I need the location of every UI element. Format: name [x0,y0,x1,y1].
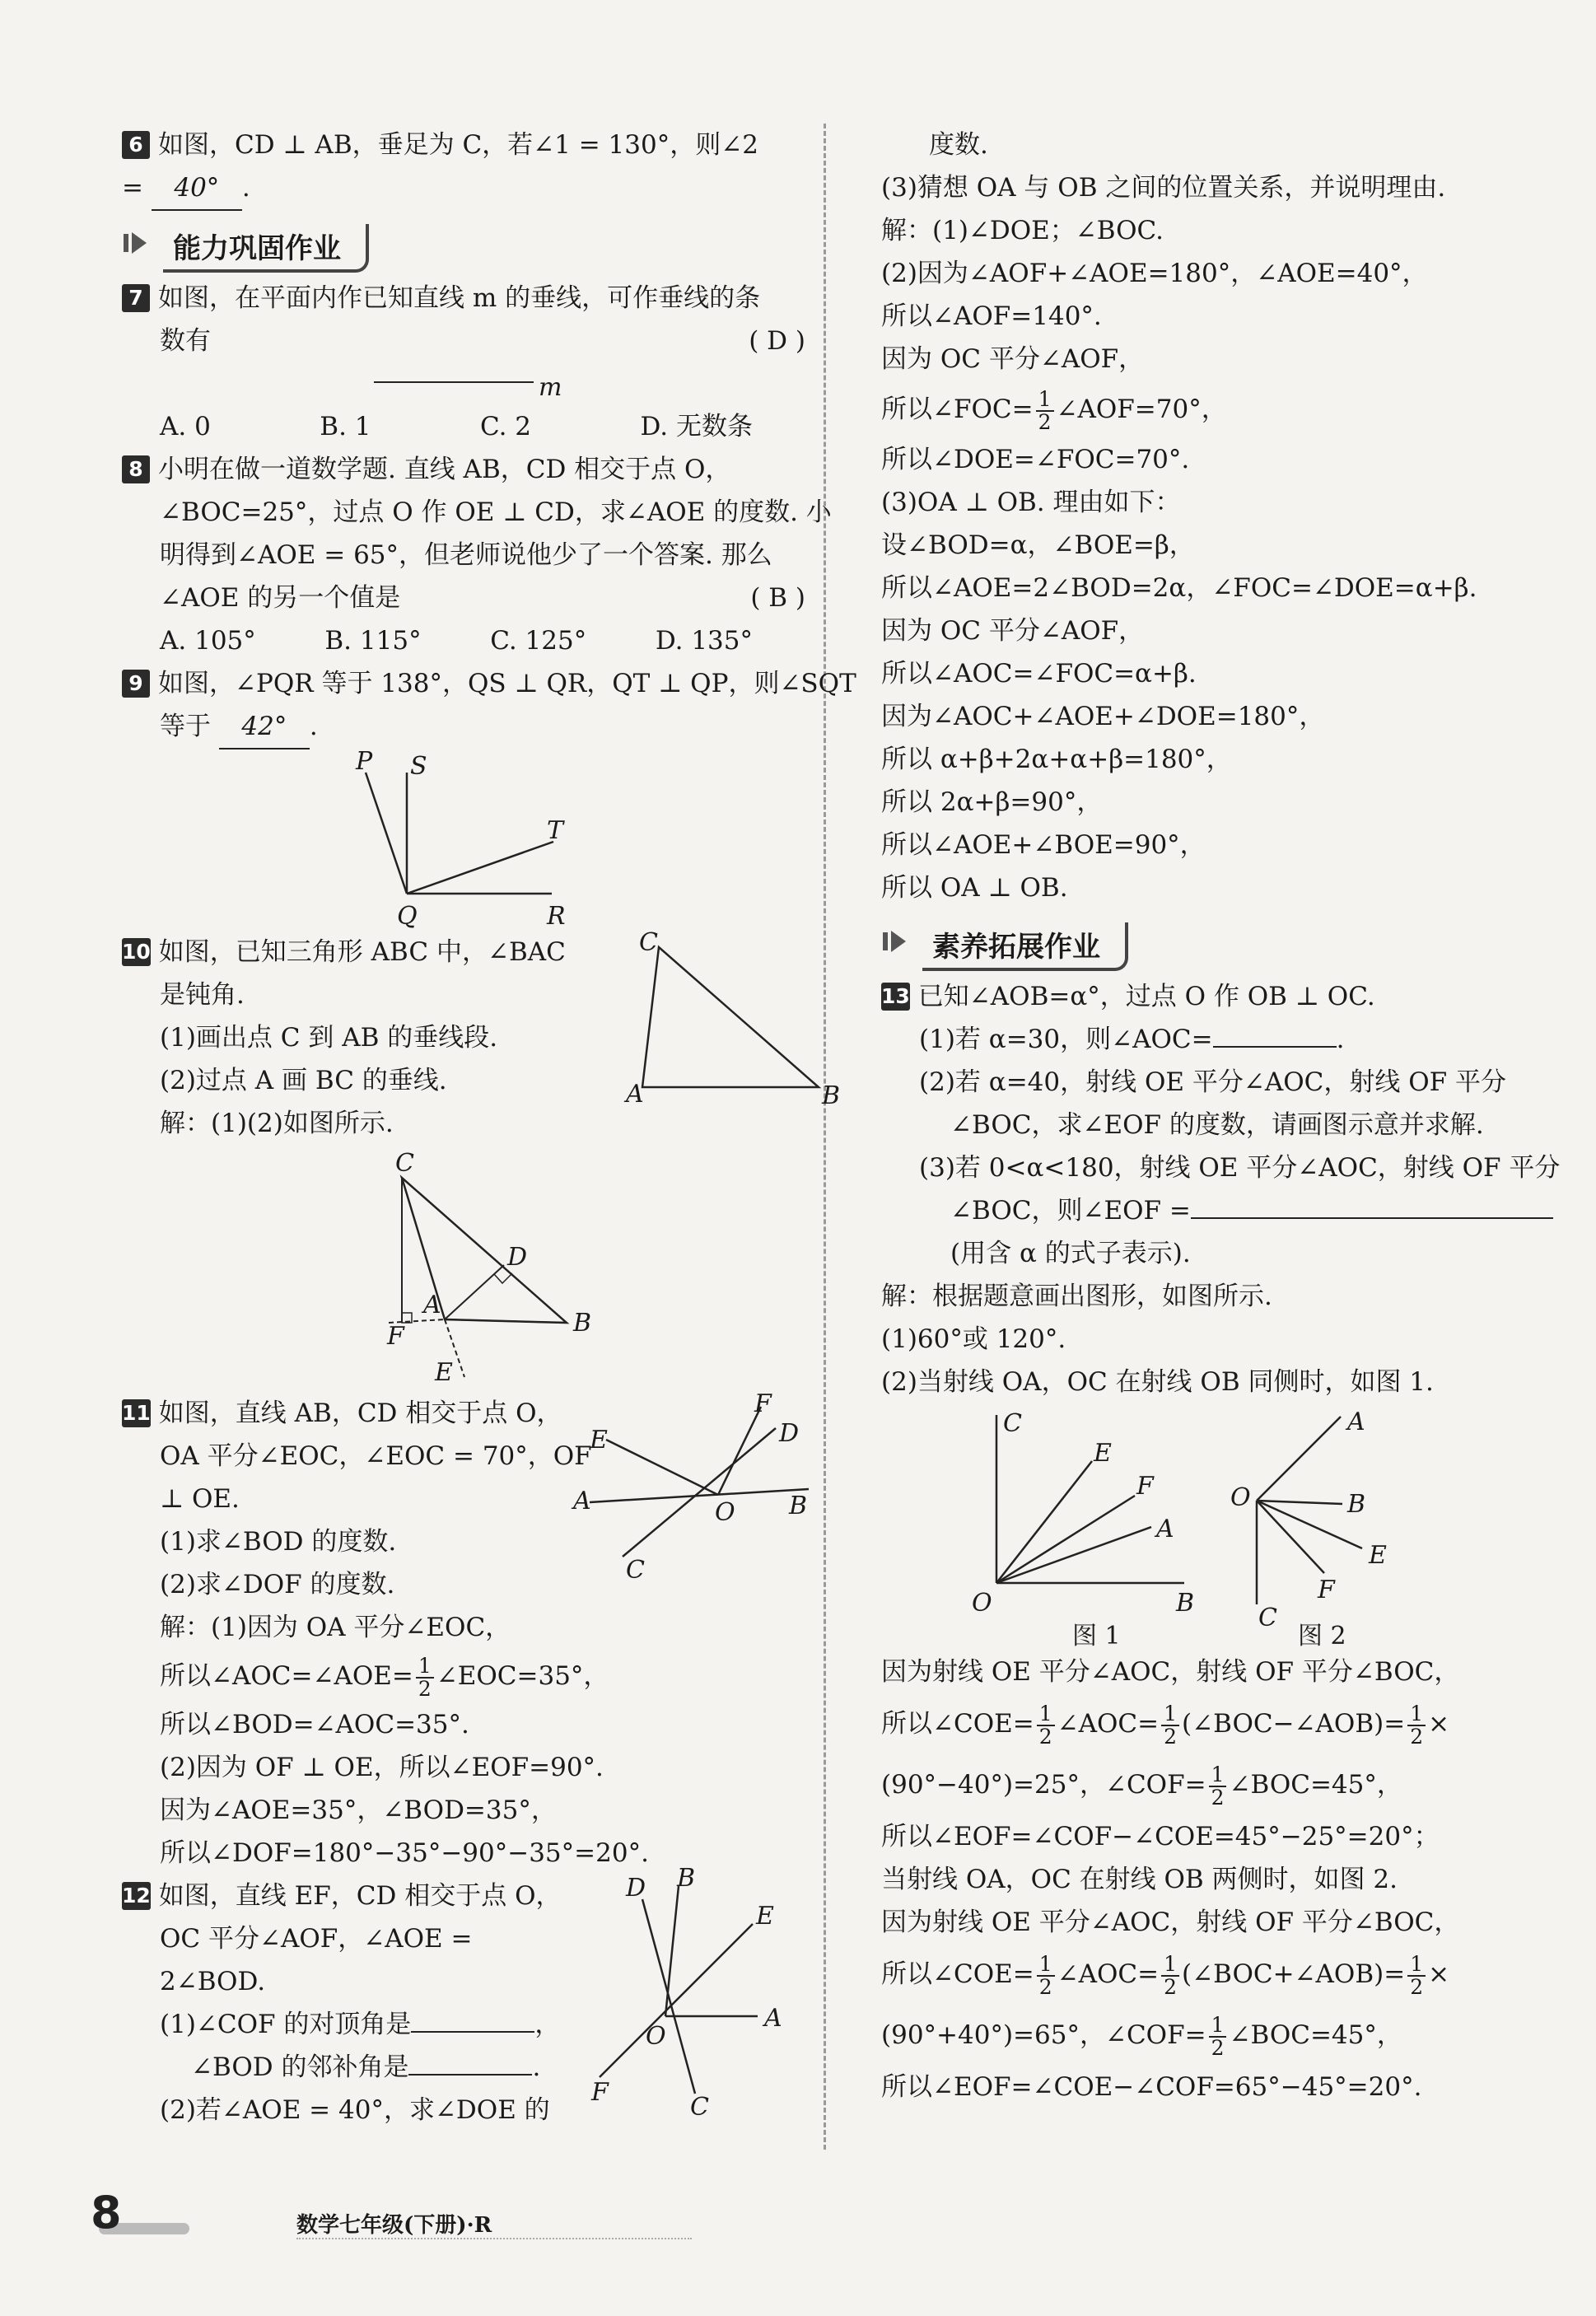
period: . [241,173,250,203]
solution-text: 所以∠BOD=∠AOC=35°. [160,1710,469,1739]
arrow-icon [881,926,914,957]
solution-fraction-line [881,1693,1540,1754]
question-number: 8 [122,455,150,483]
column-divider [824,124,826,2150]
solution-text: 因为∠AOE=35°，∠BOD=35°， [160,1795,557,1825]
solution-fraction-line [881,381,1540,438]
solution-text: 所以∠AOF=140°. [881,301,1102,331]
numerator: 1 [1407,1954,1426,1977]
point-label: E [590,1426,608,1455]
section-title: 素养拓展作业 [922,922,1128,971]
point-label: A [626,1080,644,1109]
fraction-half [1037,1703,1055,1748]
solution-text: (∠BOC−∠AOB)= [1182,1709,1406,1739]
question-6-answer-line [122,166,805,211]
question-text: OC 平分∠AOF，∠AOE = [160,1924,473,1954]
question-text: 如图，∠PQR 等于 138°，QS ⊥ QR，QT ⊥ QP，则∠SQT [158,669,856,698]
fraction-half [416,1655,434,1700]
answer-choice: ( B ) [750,583,805,613]
denominator: 2 [1211,2035,1225,2060]
question-7 [122,277,805,320]
question-number: 13 [881,983,910,1011]
question-8-options [122,619,753,662]
point-label: B [1347,1490,1366,1519]
question-number: 10 [122,938,151,966]
question-text: ∠BOD 的邻补角是 [191,2052,409,2082]
question-text: (1)若 α=30，则∠AOC= [919,1025,1213,1054]
question-text: (2)若 α=40，射线 OE 平分∠AOC，射线 OF 平分 [919,1067,1506,1097]
denominator: 2 [1410,1724,1424,1749]
point-label: R [547,902,566,931]
point-label: F [1318,1576,1335,1604]
solution-text: 当射线 OA，OC 在射线 OB 两侧时，如图 2. [881,1865,1398,1894]
figure-2 [1230,1408,1387,1651]
solution-text: 所以∠AOC=∠AOE= [160,1661,413,1691]
point-label: O [1230,1483,1251,1512]
point-label: E [435,1358,453,1387]
solution-text: 解：(1)∠DOE；∠BOC. [881,216,1164,245]
solution-text: 所以 OA ⊥ OB. [881,873,1068,903]
figure-caption: 图 2 [1298,1622,1346,1651]
solution-text: 设∠BOD=α，∠BOE=β， [881,530,1195,560]
denominator: 2 [418,1676,432,1701]
solution-text: ∠EOC=35°， [436,1661,609,1691]
fraction-half [1209,1764,1227,1809]
figures-1-2 [881,1403,1540,1651]
question-13-part3 [881,1189,1540,1232]
period: . [309,712,318,741]
answer-blank: 40° [152,166,242,211]
question-8-line2 [122,491,832,534]
solution-text: ∠AOC= [1057,1959,1160,1989]
solution-text: × [1428,1959,1450,1989]
point-label: T [547,816,564,845]
solution-fraction-line [122,1649,805,1703]
period: . [532,2052,541,2082]
solution-text: ∠BOC=45°， [1229,1770,1402,1800]
solution-fraction-line [881,2005,1540,2066]
point-label: F [591,2078,609,2107]
question-text: ∠AOE 的另一个值是 [160,583,401,613]
fraction-half [1161,1951,1179,1999]
question-text: 如图，已知三角形 ABC 中，∠BAC [158,937,566,967]
question-8 [122,448,805,491]
denominator: 2 [1164,1724,1178,1749]
section-header-ability [122,219,805,268]
answer-blank [411,2031,534,2033]
fraction-half [1407,1951,1426,1999]
fraction-half [1407,1703,1426,1748]
question-text: ∠BOC，则∠EOF = [950,1196,1191,1226]
period: . [1336,1025,1345,1054]
question-text: 如图，直线 EF，CD 相交于点 O， [158,1881,562,1911]
solution-text: 所以∠DOF=180°−35°−90°−35°=20°. [160,1838,649,1868]
solution-text: 解：(1)因为 OA 平分∠EOC， [160,1613,511,1642]
question-number: 7 [122,284,150,312]
solution-text: (2)当射线 OA，OC 在射线 OB 同侧时，如图 1. [881,1367,1434,1397]
question-13 [881,975,1540,1018]
question-text: 是钝角. [160,980,245,1010]
solution-text: × [1428,1709,1450,1739]
point-label: P [356,747,373,776]
solution-text: (90°+40°)=65°，∠COF= [881,2020,1206,2050]
question-text: ∠BOC，求∠EOF 的度数，请画图示意并求解. [950,1110,1484,1140]
option-b: B. 1 [320,412,371,441]
question-text: (2)若∠AOE = 40°，求∠DOE 的 [160,2095,550,2125]
fraction-half [1037,1951,1055,1999]
question-text: 如图，直线 AB，CD 相交于点 O， [158,1398,562,1428]
point-label: C [1258,1604,1277,1632]
angle-bisector-diagram [567,1864,814,2122]
question-text: 2∠BOD. [160,1967,266,1996]
question-text: 明得到∠AOE = 65°，但老师说他少了一个答案. 那么 [160,540,772,570]
point-label: B [1176,1589,1195,1618]
numerator: 1 [1407,1703,1426,1726]
question-12-block [122,1864,805,2125]
solution-text: 所以∠COE= [881,1959,1034,1989]
solution-text: 所以∠EOF=∠COF−∠COE=45°−25°=20°； [881,1822,1440,1851]
question-11-block [122,1389,808,1606]
answer-blank [1213,1046,1337,1048]
point-label: D [507,1243,528,1272]
numerator: 1 [1036,389,1054,412]
solution-text: 所以∠AOE+∠BOE=90°， [881,830,1206,860]
solution-text: 所以 α+β+2α+α+β=180°， [881,745,1232,774]
answer-choice: ( D ) [749,326,805,356]
left-column [122,124,856,2125]
solution-fraction-line [881,1754,1540,1815]
line-label: m [539,373,562,402]
denominator: 2 [1410,1974,1424,1999]
section-header-extension [881,918,1540,967]
point-label: F [1136,1472,1154,1501]
arrow-icon [122,227,155,259]
solution-text: (3)OA ⊥ OB. 理由如下： [881,488,1181,517]
question-13-part1 [881,1018,1540,1061]
question-text: 等于 [160,712,211,741]
point-label: Q [397,902,418,931]
question-9 [122,662,856,705]
question-text: 度数. [929,130,988,160]
question-text: (3)猜想 OA 与 OB 之间的位置关系，并说明理由. [881,173,1446,203]
point-label: C [690,2093,709,2122]
point-label: A [423,1291,441,1319]
denominator: 2 [1038,1724,1052,1749]
point-label: C [639,928,658,957]
angle-pqr-diagram [122,749,805,931]
point-label: F [387,1322,404,1351]
point-label: S [410,752,427,781]
question-text: (2)求∠DOF 的度数. [160,1570,395,1599]
point-label: D [779,1419,800,1448]
question-text: (1)画出点 C 到 AB 的垂线段. [160,1023,498,1053]
option-a: A. 105° [160,626,256,656]
solution-text: 所以∠FOC= [881,395,1034,424]
footer-divider [296,2238,692,2239]
point-label: E [1094,1439,1112,1468]
point-label: A [573,1487,591,1515]
question-8-line3 [122,534,805,577]
point-label: A [1156,1515,1174,1543]
triangle-abc-diagram [626,928,847,1128]
point-label: C [395,1149,414,1178]
point-label: O [972,1589,992,1618]
question-text: (用含 α 的式子表示). [950,1239,1191,1268]
point-label: B [677,1864,696,1893]
page-number: 8 [91,2187,122,2239]
fraction-half [1209,2012,1227,2060]
question-text: 小明在做一道数学题. 直线 AB，CD 相交于点 O， [158,455,731,484]
question-text: ⊥ OE. [160,1484,240,1514]
question-number: 12 [122,1882,151,1910]
option-a: A. 0 [160,412,211,441]
question-text: 如图，CD ⊥ AB，垂足为 C，若∠1 = 130°，则∠2 [158,130,758,160]
answer-blank [408,2074,532,2076]
numerator: 1 [1037,1954,1055,1977]
question-7-line2 [122,320,805,362]
point-label: C [626,1556,645,1585]
denominator: 2 [1038,409,1052,434]
solution-text: 所以∠AOC=∠FOC=α+β. [881,659,1197,689]
answer-blank: 42° [219,705,310,749]
solution-text: ∠AOF=70°， [1056,395,1227,424]
solution-text: (∠BOC+∠AOB)= [1182,1959,1406,1989]
point-label: D [626,1874,646,1903]
point-label: O [715,1498,735,1527]
figure-1 [972,1409,1194,1651]
point-label: E [1369,1541,1387,1570]
question-8-line4 [122,577,805,619]
solution-text: 因为射线 OE 平分∠AOC，射线 OF 平分∠BOC， [881,1657,1460,1687]
line-m-diagram [122,362,805,405]
question-number: 9 [122,670,150,698]
figure-caption: 图 1 [1072,1622,1121,1651]
numerator: 1 [1209,2015,1227,2038]
denominator: 2 [1211,1785,1225,1809]
denominator: 2 [1038,1974,1052,1999]
question-text: (3)若 0<α<180，射线 OE 平分∠AOC，射线 OF 平分 [919,1153,1561,1183]
solution-text: 因为∠AOC+∠AOE+∠DOE=180°， [881,702,1325,731]
line-m-figure [122,362,805,405]
solution-text: 所以∠EOF=∠COE−∠COF=65°−45°=20°. [881,2072,1422,2102]
solution-text: (1)60°或 120°. [881,1324,1066,1354]
right-column [881,124,1561,2108]
solution-text: 所以∠DOE=∠FOC=70°. [881,445,1190,474]
question-number: 6 [122,131,150,159]
triangle-perpendiculars-diagram [122,1145,805,1392]
point-label: O [646,2022,666,2051]
question-text: (1)∠COF 的对顶角是 [160,2010,412,2039]
solution-text: 解：根据题意画出图形，如图所示. [881,1282,1272,1311]
intersecting-lines-diagram [573,1389,820,1590]
numerator: 1 [1037,1703,1055,1726]
question-text: 如图，在平面内作已知直线 m 的垂线，可作垂线的条 [158,283,761,313]
option-d: D. 无数条 [640,412,753,441]
question-text: 已知∠AOB=α°，过点 O 作 OB ⊥ OC. [917,982,1375,1011]
numerator: 1 [1161,1703,1179,1726]
option-c: C. 125° [490,626,587,656]
solution-text: ∠AOC= [1057,1709,1160,1739]
option-d: D. 135° [655,626,753,656]
solution-text: (2)因为 OF ⊥ OE，所以∠EOF=90°. [160,1753,604,1782]
point-label: A [1347,1408,1365,1436]
question-text: 数有 [160,326,211,356]
point-label: B [573,1309,592,1338]
numerator: 1 [1161,1954,1179,1977]
question-text: ∠BOC=25°，过点 O 作 OE ⊥ CD，求∠AOE 的度数. 小 [160,497,832,527]
solution-text: ∠BOC=45°， [1229,2020,1402,2050]
question-9-line2 [122,705,805,749]
option-b: B. 115° [324,626,422,656]
comma: ， [534,2010,561,2039]
solution-fraction-line [881,1944,1540,2005]
point-label: E [756,1902,774,1931]
question-6 [122,124,805,166]
solution-text: 因为 OC 平分∠AOF， [881,344,1145,374]
solution-text: 所以 2α+β=90°， [881,787,1103,817]
option-c: C. 2 [479,412,532,441]
solution-text: 解：(1)(2)如图所示. [160,1109,394,1138]
book-title: 数学七年级(下册)·R [296,2213,492,2238]
section-title: 能力巩固作业 [163,224,369,273]
numerator: 1 [416,1655,434,1679]
question-text: (2)过点 A 画 BC 的垂线. [160,1066,447,1095]
solution-text: 所以∠AOE=2∠BOD=2α，∠FOC=∠DOE=α+β. [881,573,1477,603]
question-10-block [122,928,841,1145]
question-text: (1)求∠BOD 的度数. [160,1527,397,1557]
question-number: 11 [122,1399,151,1427]
answer-blank [1191,1217,1553,1219]
question-text: OA 平分∠EOC，∠EOC = 70°，OF [160,1441,592,1471]
denominator: 2 [1164,1974,1178,1999]
fraction-half [1161,1703,1179,1748]
solution-text: (2)因为∠AOF+∠AOE=180°，∠AOE=40°， [881,259,1428,288]
point-label: A [764,2004,782,2033]
fraction-half [1036,386,1054,434]
numerator: 1 [1209,1764,1227,1787]
question-7-options [122,405,753,448]
equals-sign: = [122,173,143,203]
point-label: F [754,1389,772,1418]
solution-text: 所以∠COE= [881,1709,1034,1739]
solution-text: 因为射线 OE 平分∠AOC，射线 OF 平分∠BOC， [881,1907,1460,1937]
solution-text: (90°−40°)=25°，∠COF= [881,1770,1206,1800]
solution-text: 因为 OC 平分∠AOF， [881,616,1145,646]
point-label: B [822,1081,841,1110]
point-label: B [789,1492,808,1520]
point-label: C [1003,1409,1022,1438]
